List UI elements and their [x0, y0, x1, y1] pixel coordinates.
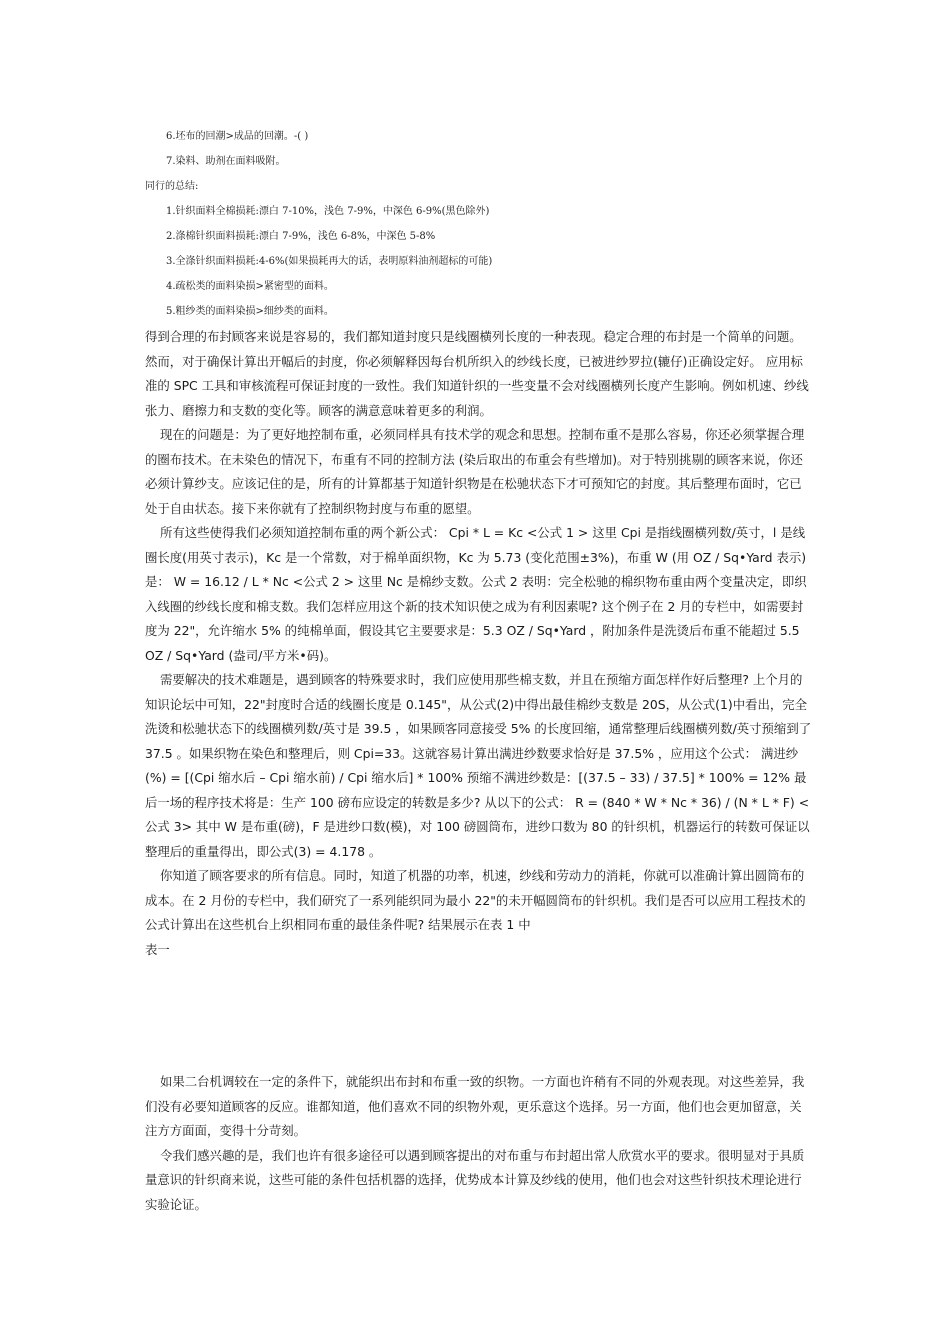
article-body-bottom — [145, 1070, 813, 1217]
table-label: 表一 — [145, 941, 170, 957]
summary-item-3: 3.全涤针织面料损耗:4-6%(如果损耗再大的话，表明原料油剂超标的可能) — [166, 256, 493, 267]
summary-item-2: 2.涤棉针织面料损耗:漂白 7-9%，浅色 6-8%，中深色 5-8% — [166, 231, 436, 242]
paragraph-7: 令我们感兴趣的是，我们也许有很多途径可以遇到顾客提出的对布重与布封超出常人欣赏水平的要求。很明显对于具质量意识的针织商来说，这些可能的条件包括机器的选择，优势成本计算及纱线的使用，他们也会对这些针织技术理论进行实验论证。 — [145, 1147, 805, 1212]
list-item-7: 7.染料、助剂在面料吸附。 — [166, 156, 286, 167]
summary-item-5: 5.粗纱类的面料染损>细纱类的面料。 — [166, 306, 334, 317]
paragraph-6: 如果二台机调较在一定的条件下，就能织出布封和布重一致的织物。一方面也许稍有不同的外观表现。对这些差异，我们没有必要知道顾客的反应。谁都知道，他们喜欢不同的织物外观，更乐意这个选择。另一方面，他们也会更加留意，关注方方面面，变得十分苛刻。 — [145, 1074, 805, 1138]
paragraph-3: 所有这些使得我们必须知道控制布重的两个新公式： Cpi * L = Kc <公式 1 > 这里 Cpi 是指线圈横列数/英寸，l 是线圈长度(用英寸表示)，Kc 是一个常数，对于棉单面织物，Kc 为 5.73 (变化范围±3%)，布重 W (用 OZ / Sq•Yard 表示) 是： W = 16.12 / L * Nc <公式 2 > 这里 Nc 是棉纱支数。公式 2 表明：完全松驰的棉织物布重由两个变量决定，即织入线圈的纱线长度和棉支数。我们怎样应用这个新的技术知识使之成为有利因素呢? 这个例子在 2 月的专栏中，如需要封度为 22"，允许缩水 5% 的纯棉单面，假设其它主要要求是：5.3 OZ / Sq•Yard ，附加条件是洗烫后布重不能超过 5.5 OZ / Sq•Yard (盎司/平方米•码)。 — [145, 525, 807, 663]
paragraph-2: 现在的问题是：为了更好地控制布重，必须同样具有技术学的观念和思想。控制布重不是那么容易，你还必须掌握合理的圈布技术。在未染色的情况下，布重有不同的控制方法 (染后取出的布重会有些增加)。对于特别挑剔的顾客来说，你还必须计算纱支。应该记住的是，所有的计算都基于知道针织物是在松驰状态下才可预知它的封度。其后整理布面时，它已处于自由状态。接下来你就有了控制织物封度与布重的愿望。 — [145, 427, 805, 516]
article-body-top — [145, 325, 813, 962]
peer-summary-heading: 同行的总结: — [145, 181, 199, 192]
paragraph-4: 需要解决的技术难题是，遇到顾客的特殊要求时，我们应使用那些棉支数，并且在预缩方面怎样作好后整理? 上个月的知识论坛中可知，22"封度时合适的线圈长度是 0.145"，从公式(2)中得出最佳棉纱支数是 20S，从公式(1)中看出，完全洗烫和松驰状态下的线圈横列数/英寸是 39.5 ，如果顾客同意接受 5% 的长度回缩，通常整理后线圈横列数/英寸预缩到了 37.5 。如果织物在染色和整理后，则 Cpi=33。这就容易计算出满进纱数要求恰好是 37.5% ，应用这个公式： 满进纱(%) = [(Cpi 缩水后 – Cpi 缩水前) / Cpi 缩水后] * 100% 预缩不满进纱数是：[(37.5 – 33) / 37.5] * 100% = 12% 最后一场的程序技术将是：生产 100 磅布应设定的转数是多少? 从以下的公式： R = (840 * W * Nc * 36) / (N * L * F) <公式 3> 其中 W 是布重(磅)，F 是进纱口数(模)，对 100 磅圆筒布，进纱口数为 80 的针织机，机器运行的转数可保证以整理后的重量得出，即公式(3) = 4.178 。 — [145, 672, 812, 859]
paragraph-1: 得到合理的布封顾客来说是容易的，我们都知道封度只是线圈横列长度的一种表现。稳定合理的布封是一个简单的问题。然而，对于确保计算出开幅后的封度，你必须解释因每台机所织入的纱线长度，已被进纱罗拉(辘仔)正确设定好。 应用标准的 SPC 工具和审核流程可保证封度的一致性。我们知道针织的一些变量不会对线圈横列长度产生影响。例如机速、纱线张力、磨擦力和支数的变化等。顾客的满意意味着更多的利润。 — [145, 329, 809, 418]
paragraph-5: 你知道了顾客要求的所有信息。同时，知道了机器的功率，机速，纱线和劳动力的消耗，你就可以准确计算出圆筒布的成本。在 2 月份的专栏中，我们研究了一系列能织同为最小 22"的未开幅圆筒布的针织机。我们是否可以应用工程技术的公式计算出在这些机台上织相同布重的最佳条件呢? 结果展示在表 1 中 — [145, 868, 806, 932]
list-item-6: 6.坯布的回潮>成品的回潮。-( ) — [166, 131, 309, 142]
summary-item-4: 4.疏松类的面料染损>紧密型的面料。 — [166, 281, 334, 292]
summary-item-1: 1.针织面料全棉损耗:漂白 7-10%，浅色 7-9%，中深色 6-9%(黑色除外) — [166, 206, 490, 217]
